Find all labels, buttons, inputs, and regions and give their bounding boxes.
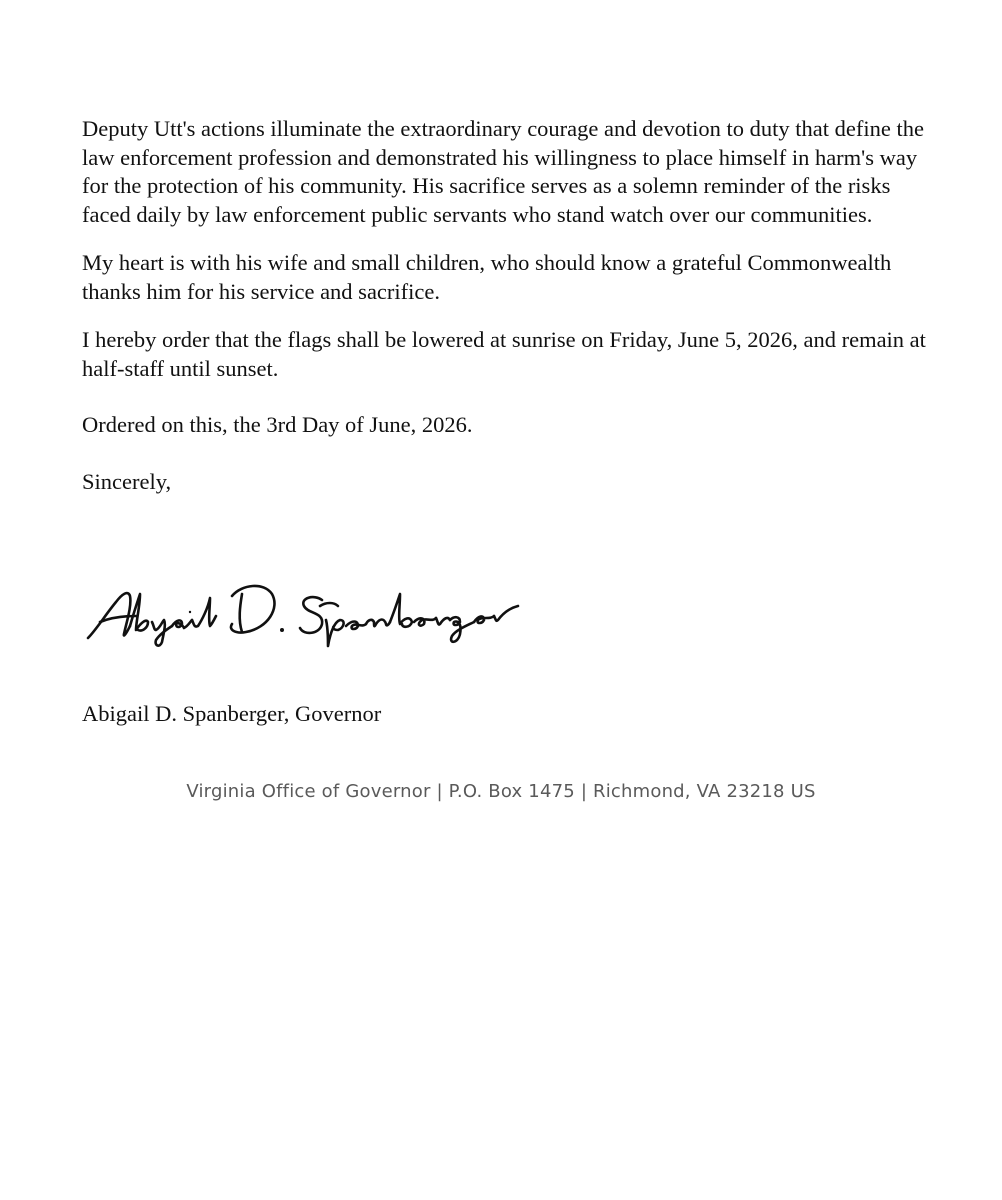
- closing-salutation: Sincerely,: [82, 468, 172, 494]
- footer-address: Virginia Office of Governor | P.O. Box 1475 | Richmond, VA 23218 US: [186, 781, 816, 802]
- handwritten-signature: [82, 572, 522, 652]
- letter-body: [82, 115, 942, 496]
- letter-paragraph: My heart is with his wife and small children, who should know a grateful Commonwealth thanks him for his service and sacrifice.: [82, 250, 892, 304]
- letter-paragraph: Deputy Utt's actions illuminate the extraordinary courage and devotion to duty that define the law enforcement profession and demonstrated his willingness to place himself in harm's way for the protection of his community. His sacrifice serves as a solemn reminder of the risks faced daily by law enforcement public servants who stand watch over our communities.: [82, 116, 924, 227]
- letter-paragraph: I hereby order that the flags shall be lowered at sunrise on Friday, June 5, 2026, and remain at half-staff until sunset.: [82, 327, 926, 381]
- order-date-line: Ordered on this, the 3rd Day of June, 2026.: [82, 412, 473, 437]
- signer-name-title: Abigail D. Spanberger, Governor: [82, 701, 382, 726]
